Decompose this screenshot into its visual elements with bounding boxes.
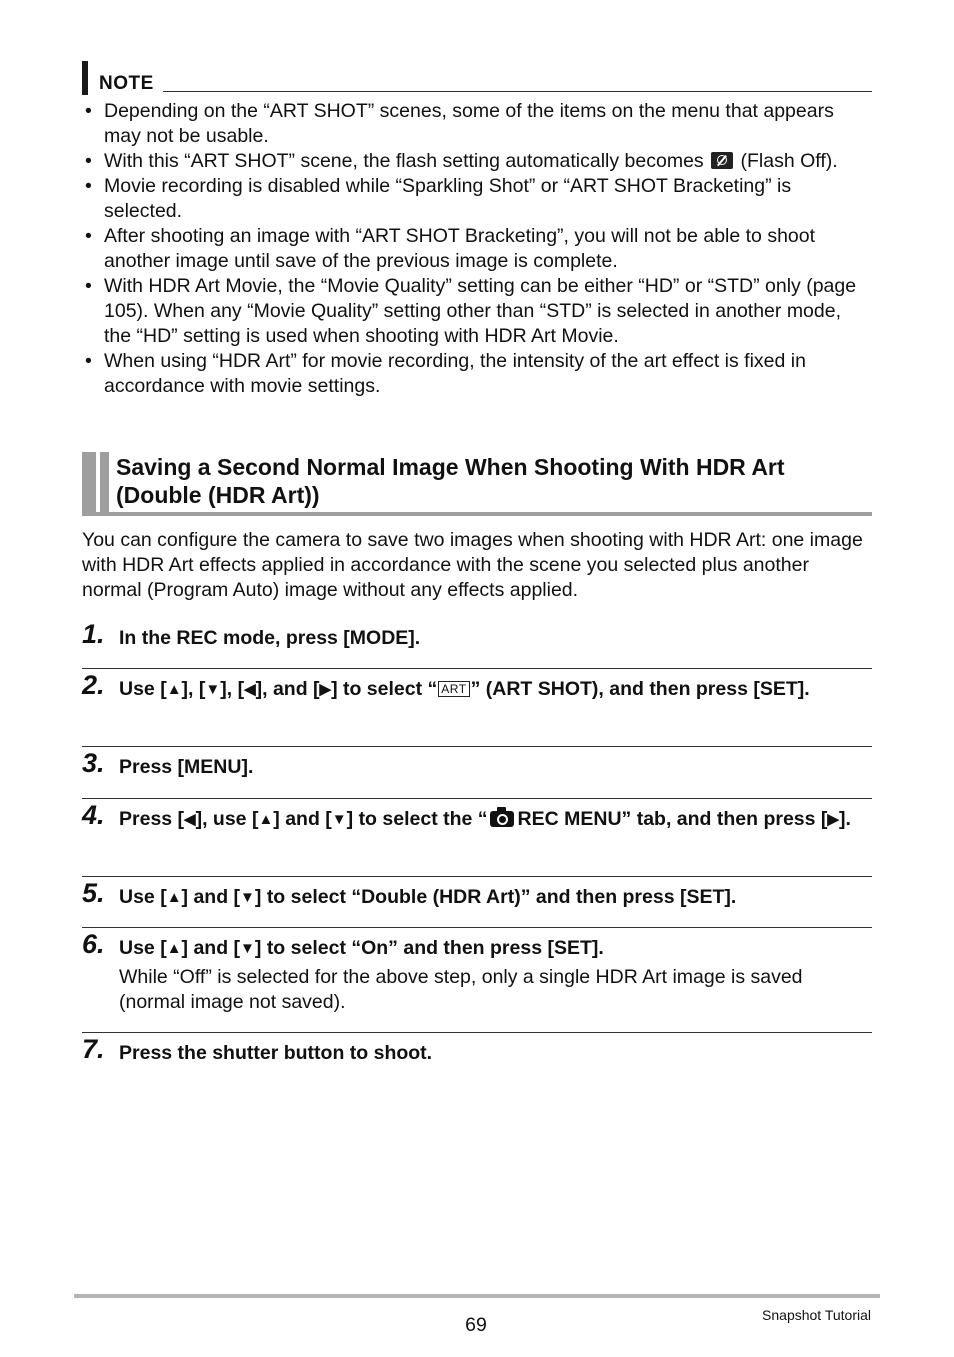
list-item [83,149,873,174]
step-text-part: Press [ [119,808,185,830]
step-number: 5. [82,878,105,908]
section-title: Saving a Second Normal Image When Shooting With HDR Art (Double (HDR Art)) [116,454,785,508]
step-text-part: Use [ [119,886,167,908]
step-number: 3. [82,748,105,778]
note-label: NOTE [99,73,154,94]
left-arrow-icon: ◀ [244,681,256,698]
step-text [119,806,871,833]
right-arrow-icon: ▶ [319,681,332,698]
section-intro: You can configure the camera to save two images when shooting with HDR Art: one image with HDR Art effects applied in accordance with the scene you selected plus another normal (Program Auto) image without any effects applied. [82,529,863,601]
up-arrow-icon: ▲ [258,811,274,828]
step-text: In the REC mode, press [MODE]. [119,627,421,649]
up-arrow-icon: ▲ [166,940,182,957]
list-item: • Movie recording is disabled while “Sparkling Shot” or “ART SHOT Bracketing” is selected. [83,174,873,224]
up-arrow-icon: ▲ [166,889,182,906]
footer-divider [74,1294,880,1298]
step-text-part: ] to select the “ [346,808,488,830]
section-marker-bar [82,452,96,514]
right-arrow-icon: ▶ [827,811,839,828]
step-divider [82,798,872,799]
step-text-part: ” (ART SHOT), and then press [SET]. [470,678,810,700]
step-text-part: ] to select “ [331,678,438,700]
step-text [119,935,871,962]
step-text: Press [MENU]. [119,756,254,778]
step-text-part: REC MENU” tab, and then press [ [517,808,828,830]
step-text-part: ] and [ [181,937,241,959]
flash-off-icon [711,152,733,169]
up-arrow-icon: ▲ [166,681,182,698]
step-divider [82,927,872,928]
note-marker-bar [82,61,88,95]
step-number: 2. [82,670,105,700]
step-text [119,884,871,911]
list-item: • After shooting an image with “ART SHOT Bracketing”, you will not be able to shoot another image until save of the previous image is complete. [83,224,873,274]
step-divider [82,1032,872,1033]
step-text-part: ] to select “Double (HDR Art)” and then press [SET]. [254,886,737,908]
step-number: 4. [82,800,105,830]
step-text-part: Use [ [119,937,167,959]
down-arrow-icon: ▼ [240,940,255,957]
step-text-part: ], [ [220,678,245,700]
step-number: 6. [82,929,105,959]
note-text: With this “ART SHOT” scene, the flash setting automatically becomes [104,150,704,172]
step-divider [82,746,872,747]
step-text [119,676,871,703]
list-item: • With HDR Art Movie, the “Movie Quality” setting can be either “HD” or “STD” only (page 105). When any “Movie Quality” setting other than “STD” is selected in another mode, the “HD” setting is used when shooting with HDR Art Movie. [83,274,873,349]
step-text-part: ] and [ [181,886,241,908]
note-text: (Flash Off). [740,150,838,172]
note-divider [163,91,872,92]
list-item: • Depending on the “ART SHOT” scenes, some of the items on the menu that appears may not be usable. [83,99,873,149]
camera-icon [490,811,514,827]
section-divider [82,512,872,516]
down-arrow-icon: ▼ [240,889,255,906]
step-number: 1. [82,619,105,649]
page-number: 69 [465,1314,487,1336]
down-arrow-icon: ▼ [205,681,221,698]
note-list [83,99,873,399]
left-arrow-icon: ◀ [184,811,196,828]
step-text: Press the shutter button to shoot. [119,1042,433,1064]
step-text-part: ] to select “On” and then press [SET]. [254,937,604,959]
step-text-part: ], and [ [255,678,320,700]
step-text-part: ], [ [181,678,206,700]
step-text-part: ] and [ [273,808,332,830]
step-number: 7. [82,1034,105,1064]
step-text-part: Use [ [119,678,167,700]
footer-section-title: Snapshot Tutorial [762,1307,871,1323]
step-explanation: While “Off” is selected for the above step, only a single HDR Art image is saved (normal image not saved). [119,966,803,1013]
step-divider [82,668,872,669]
section-marker-bar [100,452,109,514]
step-text-part: ], use [ [195,808,259,830]
down-arrow-icon: ▼ [331,811,347,828]
list-item: • When using “HDR Art” for movie recording, the intensity of the art effect is fixed in accordance with movie settings. [83,349,873,399]
step-divider [82,876,872,877]
step-text-part: ]. [838,808,851,830]
art-shot-icon: ART [438,681,469,697]
